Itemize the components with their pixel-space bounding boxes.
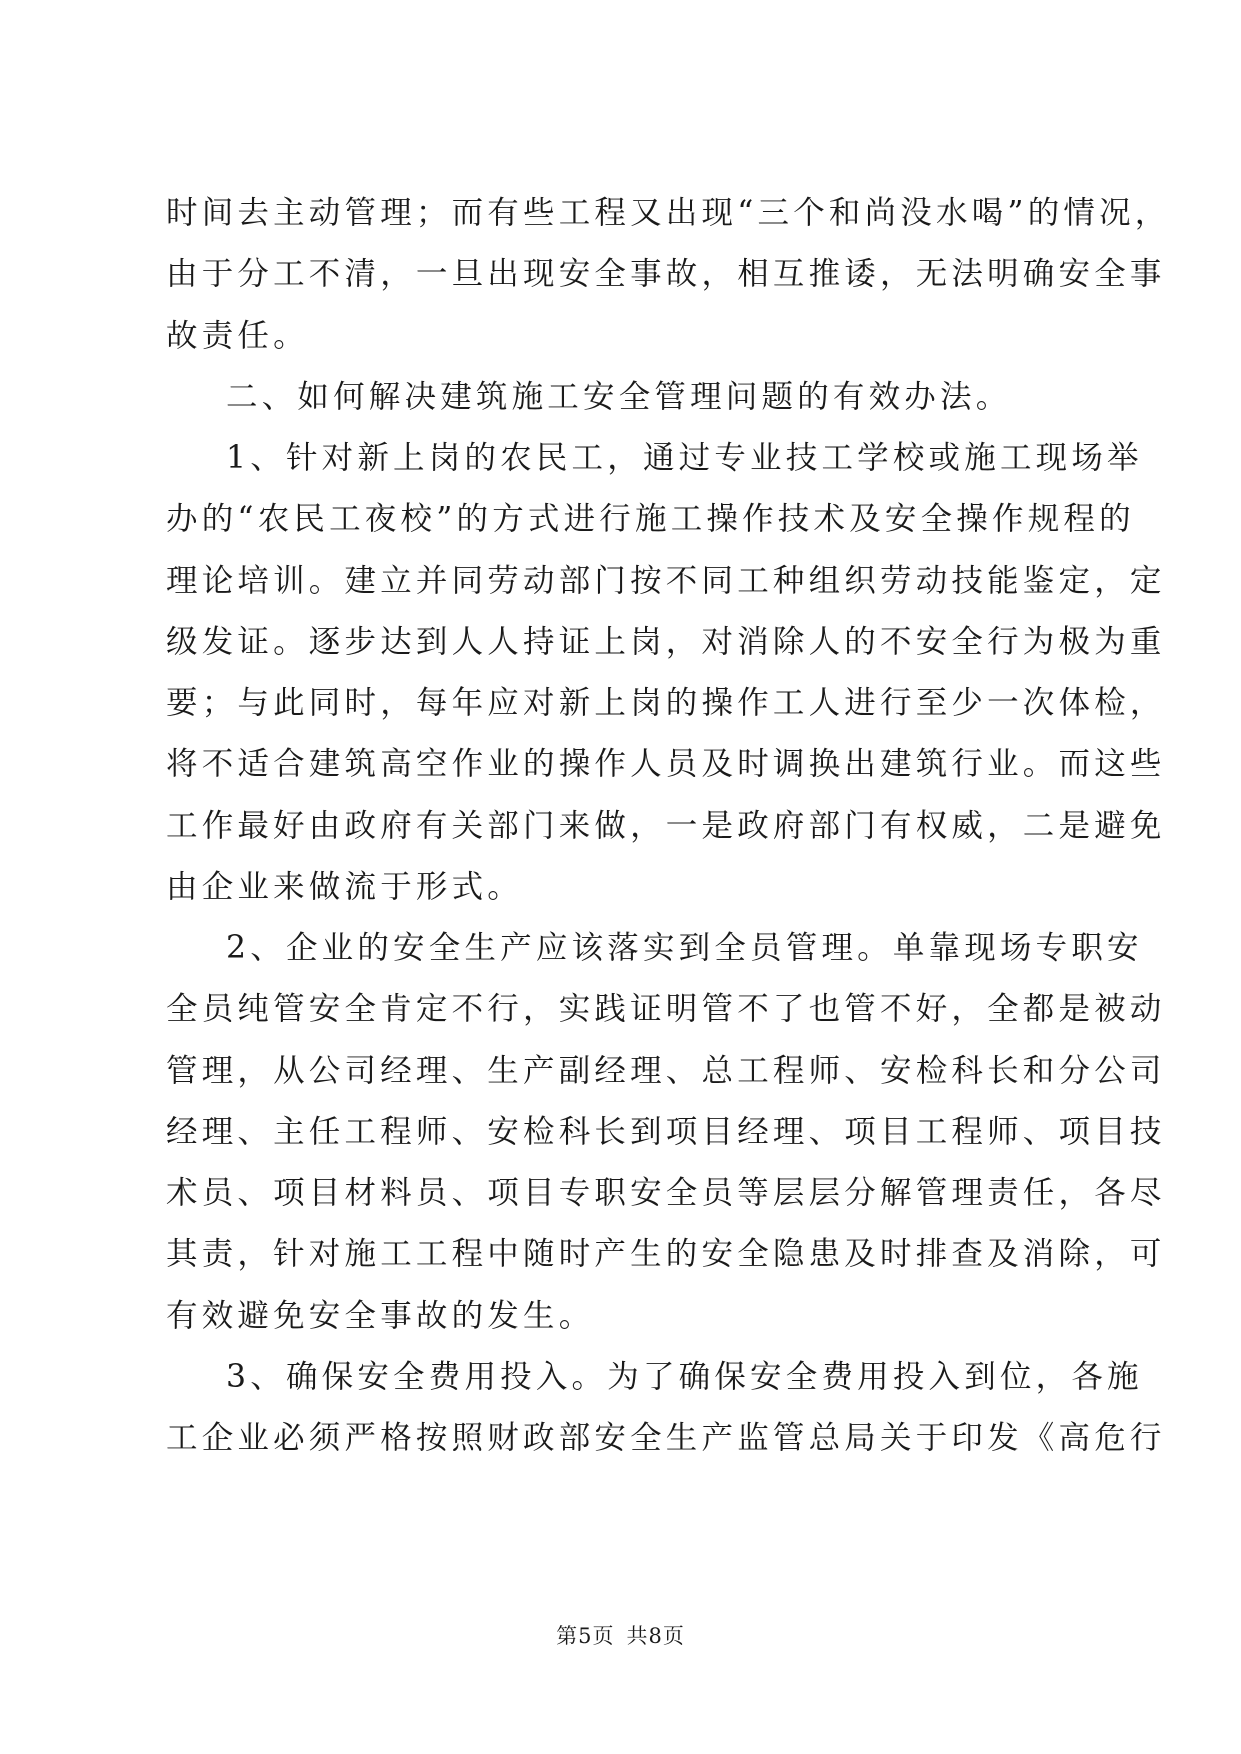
text-line: 办的“农民工夜校”的方式进行施工操作技术及安全操作规程的	[166, 501, 1135, 538]
text-line: 术员、项目材料员、项目专职安全员等层层分解管理责任，各尽	[166, 1175, 1166, 1211]
text-line: 故责任。	[166, 317, 309, 354]
text-line: 理论培训。建立并同劳动部门按不同工种组织劳动技能鉴定，定	[166, 562, 1166, 599]
body-text	[166, 183, 1171, 1469]
text-line: 级发证。逐步达到人人持证上岗，对消除人的不安全行为极为重	[166, 623, 1166, 660]
text-line: 将不适合建筑高空作业的操作人员及时调换出建筑行业。而这些	[166, 746, 1166, 783]
text-line: 工企业必须严格按照财政部安全生产监管总局关于印发《高危行	[166, 1420, 1166, 1456]
text-line: 其责，针对施工工程中随时产生的安全隐患及时排查及消除，可	[166, 1236, 1166, 1273]
page-footer	[0, 1620, 1241, 1650]
page-total: 共8页	[626, 1624, 685, 1648]
text-line: 1、针对新上岗的农民工，通过专业技工学校或施工现场举	[226, 440, 1143, 476]
text-line: 全员纯管安全肯定不行，实践证明管不了也管不好，全都是被动	[166, 991, 1166, 1028]
text-line: 3、确保安全费用投入。为了确保安全费用投入到位，各施	[226, 1358, 1143, 1395]
text-line: 要；与此同时，每年应对新上岗的操作工人进行至少一次体检，	[166, 685, 1166, 721]
text-line: 时间去主动管理；而有些工程又出现“三个和尚没水喝”的情况，	[166, 195, 1171, 231]
text-line: 2、企业的安全生产应该落实到全员管理。单靠现场专职安	[226, 930, 1143, 966]
text-line: 经理、主任工程师、安检科长到项目经理、项目工程师、项目技	[166, 1113, 1166, 1150]
text-line: 由于分工不清，一旦出现安全事故，相互推诿，无法明确安全事	[166, 256, 1166, 293]
text-line: 由企业来做流于形式。	[166, 868, 524, 905]
text-line: 工作最好由政府有关部门来做，一是政府部门有权威，二是避免	[166, 807, 1166, 844]
section-heading: 二、如何解决建筑施工安全管理问题的有效办法。	[226, 378, 1012, 415]
text-line: 管理，从公司经理、生产副经理、总工程师、安检科长和分公司	[166, 1052, 1166, 1089]
text-line: 有效避免安全事故的发生。	[166, 1297, 595, 1334]
page-number: 第5页	[556, 1624, 615, 1648]
